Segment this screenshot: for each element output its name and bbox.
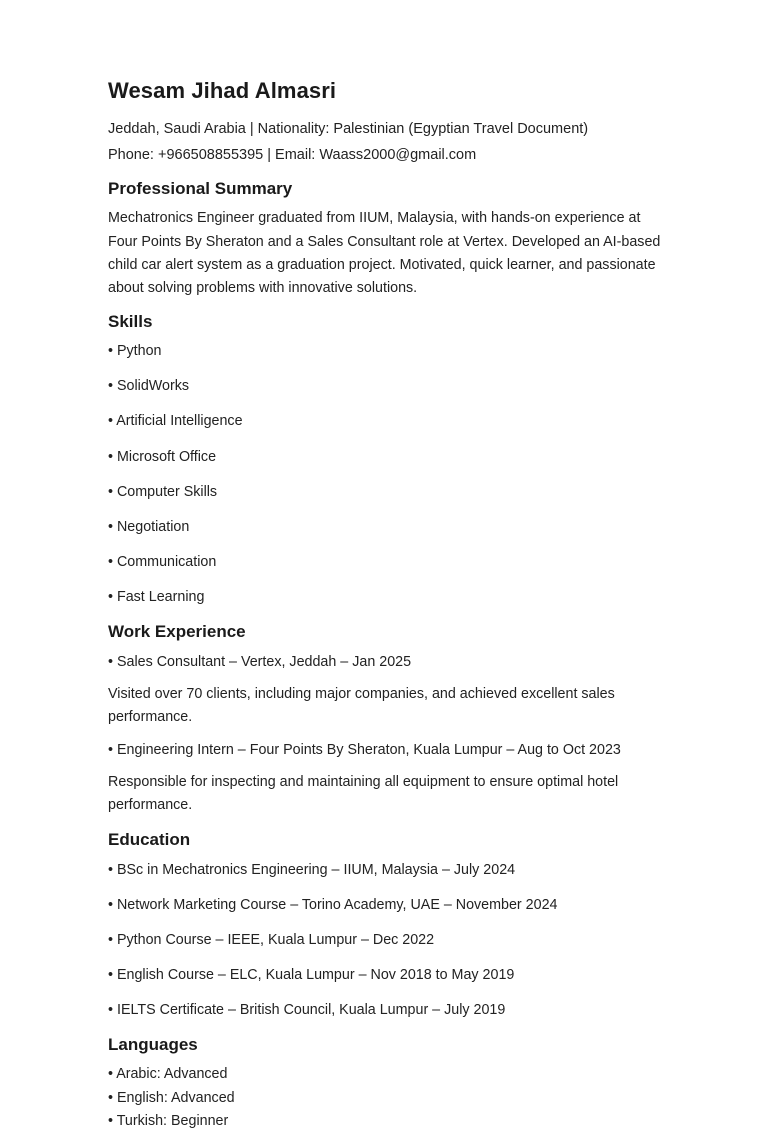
- list-item: • Communication: [108, 554, 217, 571]
- page-title: Wesam Jihad Almasri: [108, 78, 337, 103]
- list-item: • English Course – ELC, Kuala Lumpur – Nov 2018 to May 2019: [108, 967, 515, 984]
- section-title-summary: Professional Summary: [108, 179, 293, 199]
- list-item: • Python: [108, 343, 162, 360]
- work-entry-description: Visited over 70 clients, including major companies, and achieved excellent sales performance.: [108, 685, 615, 725]
- work-entry: [108, 739, 677, 817]
- section-professional-summary: [108, 178, 677, 300]
- list-item: • BSc in Mechatronics Engineering – IIUM, Malaysia – July 2024: [108, 861, 516, 878]
- list-item: • Negotiation: [108, 518, 190, 535]
- work-entry-heading: • Sales Consultant – Vertex, Jeddah – Jan 2025: [108, 653, 412, 670]
- section-languages: [108, 1034, 677, 1133]
- list-item: • Network Marketing Course – Torino Academy, UAE – November 2024: [108, 896, 558, 913]
- work-entry-description: Responsible for inspecting and maintaining all equipment to ensure optimal hotel performance.: [108, 774, 619, 814]
- list-item: • Arabic: Advanced: [108, 1066, 228, 1083]
- section-title-education: Education: [108, 830, 191, 850]
- contact-phone-email-line: Phone: +966508855395 | Email: Waass2000@gmail.com: [108, 146, 477, 163]
- list-item: • Artificial Intelligence: [108, 413, 243, 430]
- section-title-languages: Languages: [108, 1035, 198, 1055]
- list-item: • Python Course – IEEE, Kuala Lumpur – Dec 2022: [108, 931, 435, 948]
- list-item: • English: Advanced: [108, 1089, 235, 1106]
- list-item: • SolidWorks: [108, 378, 190, 395]
- list-item: • Fast Learning: [108, 589, 205, 606]
- work-entry: [108, 651, 677, 729]
- summary-text: Mechatronics Engineer graduated from IIUM, Malaysia, with hands-on experience at Four Points By Sheraton and a Sales Consultant role at Vertex. Developed an AI-based child car alert system as a graduation project. Motivated, quick learner, and passionate about solving problems with innovative solutions.: [108, 210, 661, 296]
- list-item: • Computer Skills: [108, 483, 218, 500]
- section-education: [108, 829, 677, 1022]
- list-item: • IELTS Certificate – British Council, Kuala Lumpur – July 2019: [108, 1002, 506, 1019]
- work-entry-heading: • Engineering Intern – Four Points By Sheraton, Kuala Lumpur – Aug to Oct 2023: [108, 741, 621, 758]
- contact-location-line: Jeddah, Saudi Arabia | Nationality: Palestinian (Egyptian Travel Document): [108, 121, 589, 138]
- list-item: • Turkish: Beginner: [108, 1112, 229, 1129]
- section-skills: [108, 311, 677, 609]
- section-title-work: Work Experience: [108, 622, 246, 642]
- section-work-experience: [108, 621, 677, 817]
- section-title-skills: Skills: [108, 312, 153, 332]
- list-item: • Microsoft Office: [108, 448, 217, 465]
